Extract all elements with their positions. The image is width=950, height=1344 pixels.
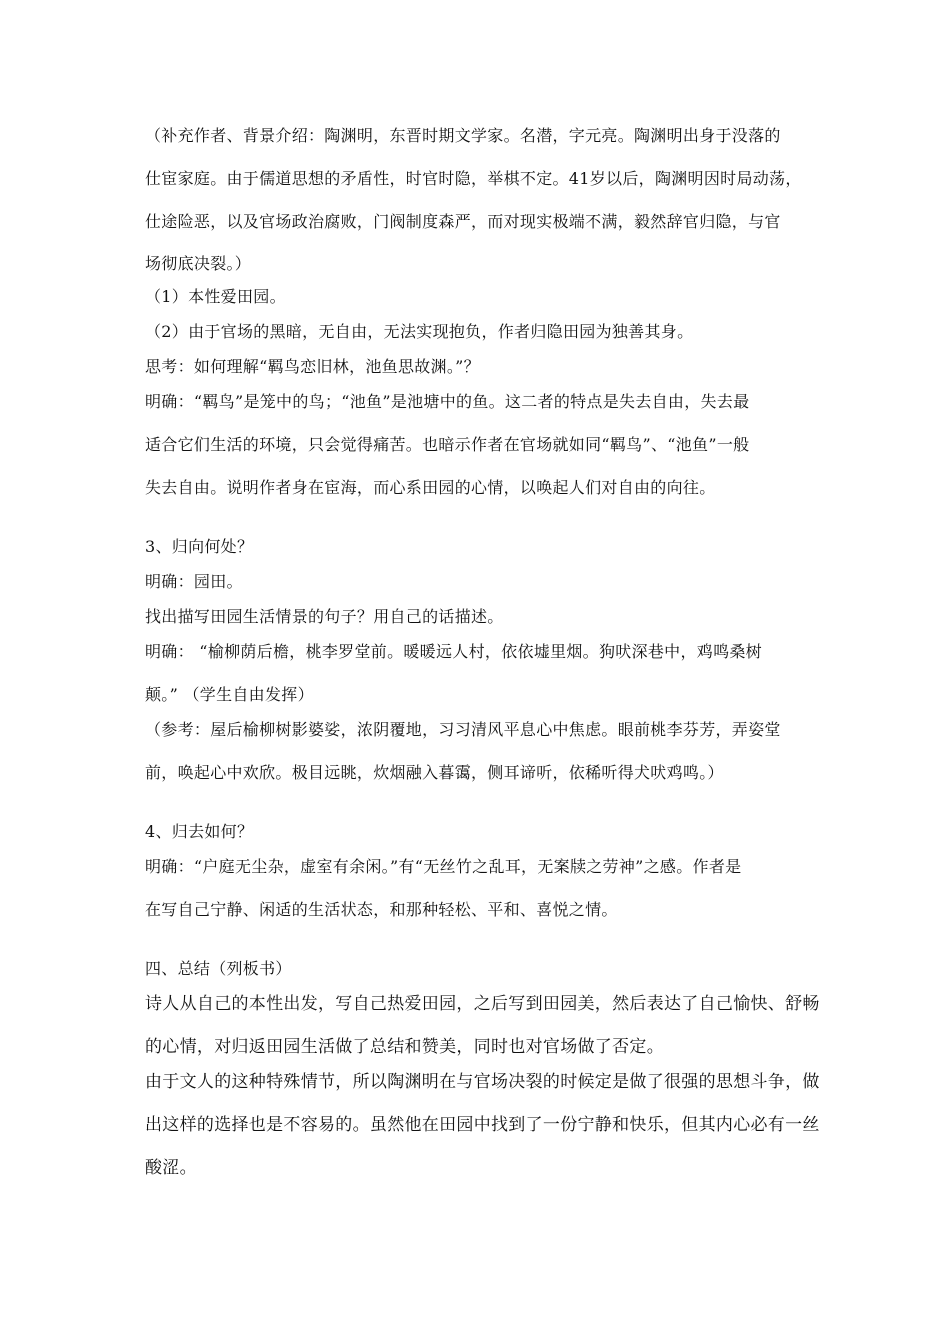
summary-line-5: 酸涩。 xyxy=(145,1158,197,1178)
think-question: 思考：如何理解“羁鸟恋旧林，池鱼思故渊。”？ xyxy=(145,357,480,376)
answer-line-1: 明确：“羁鸟”是笼中的鸟；“池鱼”是池塘中的鱼。这二者的特点是失去自由，失去最 xyxy=(145,392,750,411)
answer-poem-line-1: 明确： “榆柳荫后檐，桃李罗堂前。暖暖远人村，依依墟里烟。狗吠深巷中，鸡鸣桑树 xyxy=(145,642,762,661)
answer-garden: 明确：园田。 xyxy=(145,572,243,591)
background-intro-line-1: （补充作者、背景介绍：陶渊明，东晋时期文学家。名潜，字元亮。陶渊明出身于没落的 xyxy=(145,126,781,145)
summary-line-4: 出这样的选择也是不容易的。虽然他在田园中找到了一份宁静和快乐，但其内心必有一丝 xyxy=(145,1115,820,1135)
answer-life-line-1: 明确：“户庭无尘杂，虚室有余闲。”有“无丝竹之乱耳，无案牍之劳神”之感。作者是 xyxy=(145,857,742,876)
reason-item-1: （1）本性爱田园。 xyxy=(145,287,286,306)
answer-line-2: 适合它们生活的环境，只会觉得痛苦。也暗示作者在官场就如同“羁鸟”、“池鱼”一般 xyxy=(145,435,750,454)
reason-item-2: （2）由于官场的黑暗，无自由，无法实现抱负，作者归隐田园为独善其身。 xyxy=(145,322,694,341)
section-heading-4: 4、归去如何？ xyxy=(145,822,254,841)
answer-life-line-2: 在写自己宁静、闲适的生活状态，和那种轻松、平和、喜悦之情。 xyxy=(145,900,618,919)
reference-line-2: 前，唤起心中欢欣。极目远眺，炊烟融入暮霭，侧耳谛听，依稀听得犬吠鸡鸣。） xyxy=(145,763,724,782)
summary-line-2: 的心情，对归返田园生活做了总结和赞美，同时也对官场做了否定。 xyxy=(145,1037,664,1057)
summary-line-3: 由于文人的这种特殊情节，所以陶渊明在与官场决裂的时候定是做了很强的思想斗争，做 xyxy=(145,1072,820,1092)
background-intro-line-4: 场彻底决裂。） xyxy=(145,254,252,273)
summary-heading: 四、总结（列板书） xyxy=(145,959,292,978)
summary-line-1: 诗人从自己的本性出发，写自己热爱田园，之后写到田园美，然后表达了自己愉快、舒畅 xyxy=(145,994,820,1014)
reference-line-1: （参考：屋后榆柳树影婆娑，浓阴覆地，习习清风平息心中焦虑。眼前桃李芬芳，弄姿堂 xyxy=(145,720,781,739)
answer-poem-line-2: 颠。” （学生自由发挥） xyxy=(145,685,314,704)
task-find-sentences: 找出描写田园生活情景的句子？用自己的话描述。 xyxy=(145,607,504,626)
background-intro-line-3: 仕途险恶，以及官场政治腐败，门阀制度森严，而对现实极端不满，毅然辞官归隐，与官 xyxy=(145,212,781,231)
answer-line-3: 失去自由。说明作者身在宦海，而心系田园的心情，以唤起人们对自由的向往。 xyxy=(145,478,716,497)
background-intro-line-2: 仕宦家庭。由于儒道思想的矛盾性，时官时隐，举棋不定。41岁以后，陶渊明因时局动荡， xyxy=(145,169,802,188)
section-heading-3: 3、归向何处？ xyxy=(145,537,254,556)
